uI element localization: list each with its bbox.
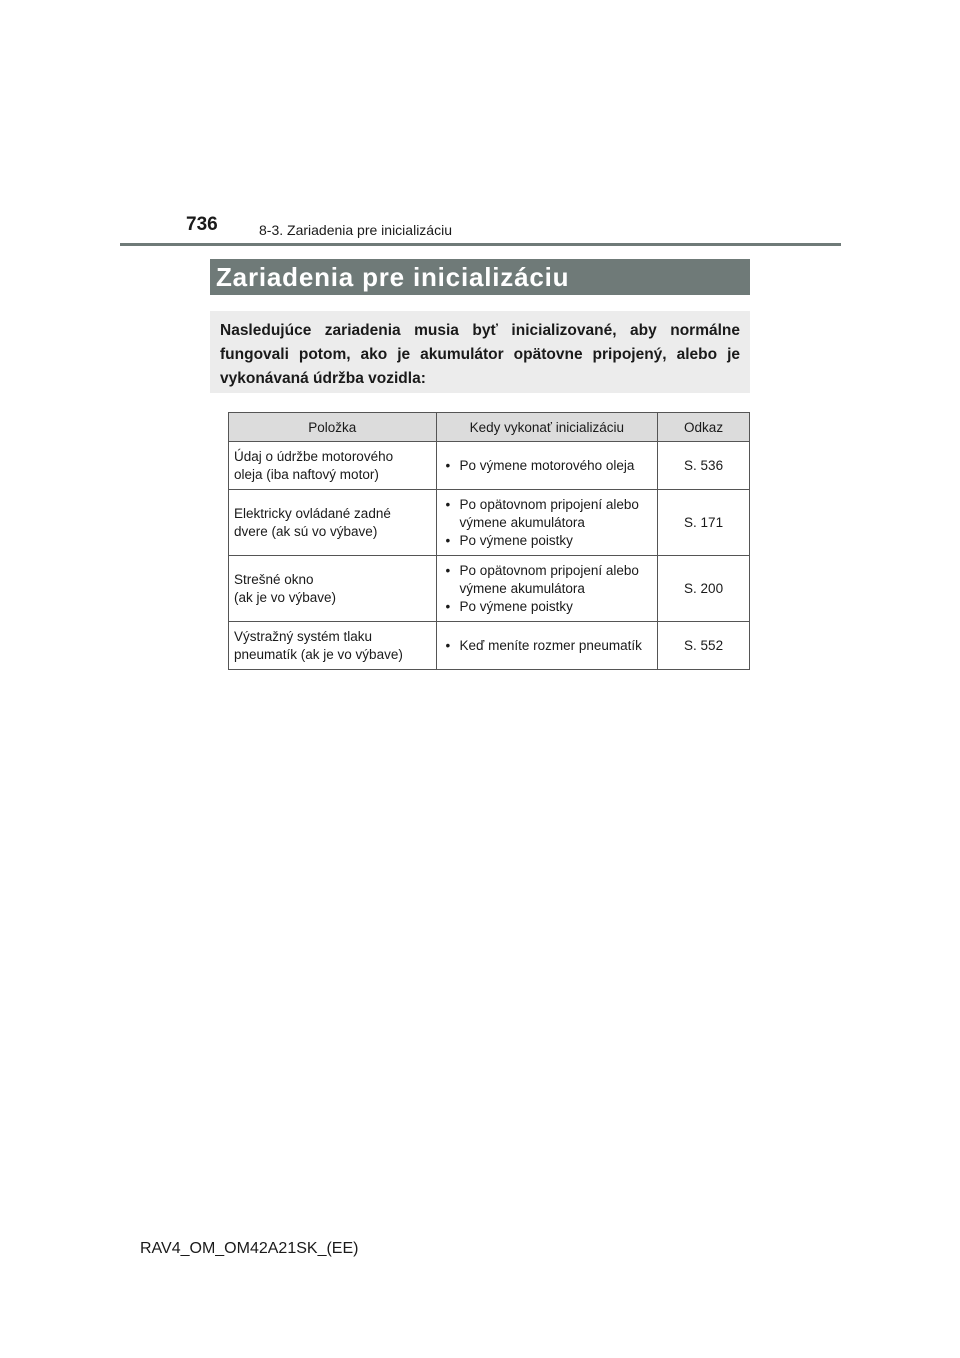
intro-text: Nasledujúce zariadenia musia byť inicializované, aby normálne fungovali potom, ako je akumulátor opätovne pripojený, alebo je vykonávaná údržba vozidla: bbox=[220, 322, 740, 387]
item-cell bbox=[229, 490, 437, 556]
page-reference: S. 200 bbox=[658, 556, 750, 622]
when-cell bbox=[436, 490, 658, 556]
item-cell bbox=[229, 622, 437, 670]
when-cell bbox=[436, 556, 658, 622]
item-line: Elektricky ovládané zadné bbox=[234, 505, 391, 521]
intro-box bbox=[210, 311, 750, 393]
item-line: Strešné okno bbox=[234, 571, 314, 587]
bullet-item: • Keď meníte rozmer pneumatík bbox=[442, 637, 653, 655]
initialization-table bbox=[228, 412, 750, 670]
table-row bbox=[229, 490, 750, 556]
page-number: 736 bbox=[186, 214, 218, 235]
when-cell bbox=[436, 442, 658, 490]
page-reference: S. 171 bbox=[658, 490, 750, 556]
item-line: (ak je vo výbave) bbox=[234, 589, 337, 605]
item-cell bbox=[229, 556, 437, 622]
bullet-item: • Po opätovnom pripojení alebo výmene akumulátora bbox=[442, 496, 653, 532]
header-divider bbox=[120, 243, 841, 246]
bullet-item: • Po výmene poistky bbox=[442, 598, 653, 616]
header-item: Položka bbox=[229, 413, 437, 442]
table-row bbox=[229, 442, 750, 490]
item-line: oleja (iba naftový motor) bbox=[234, 466, 379, 482]
bullet-item: • Po výmene motorového oleja bbox=[442, 457, 653, 475]
table-row bbox=[229, 622, 750, 670]
item-cell bbox=[229, 442, 437, 490]
bullet-item: • Po opätovnom pripojení alebo výmene akumulátora bbox=[442, 562, 653, 598]
section-title-bar bbox=[210, 259, 750, 295]
section-breadcrumb: 8-3. Zariadenia pre inicializáciu bbox=[259, 222, 452, 238]
header-reference: Odkaz bbox=[658, 413, 750, 442]
item-line: pneumatík (ak je vo výbave) bbox=[234, 646, 403, 662]
page-reference: S. 552 bbox=[658, 622, 750, 670]
bullet-item: • Po výmene poistky bbox=[442, 532, 653, 550]
item-line: dvere (ak sú vo výbave) bbox=[234, 523, 378, 539]
item-line: Výstražný systém tlaku bbox=[234, 628, 373, 644]
table-row bbox=[229, 556, 750, 622]
document-code-footer: RAV4_OM_OM42A21SK_(EE) bbox=[140, 1240, 359, 1257]
header-when: Kedy vykonať inicializáciu bbox=[436, 413, 658, 442]
when-cell bbox=[436, 622, 658, 670]
table-header-row bbox=[229, 413, 750, 442]
item-line: Údaj o údržbe motorového bbox=[234, 448, 394, 464]
page-reference: S. 536 bbox=[658, 442, 750, 490]
section-title: Zariadenia pre inicializáciu bbox=[216, 262, 570, 292]
